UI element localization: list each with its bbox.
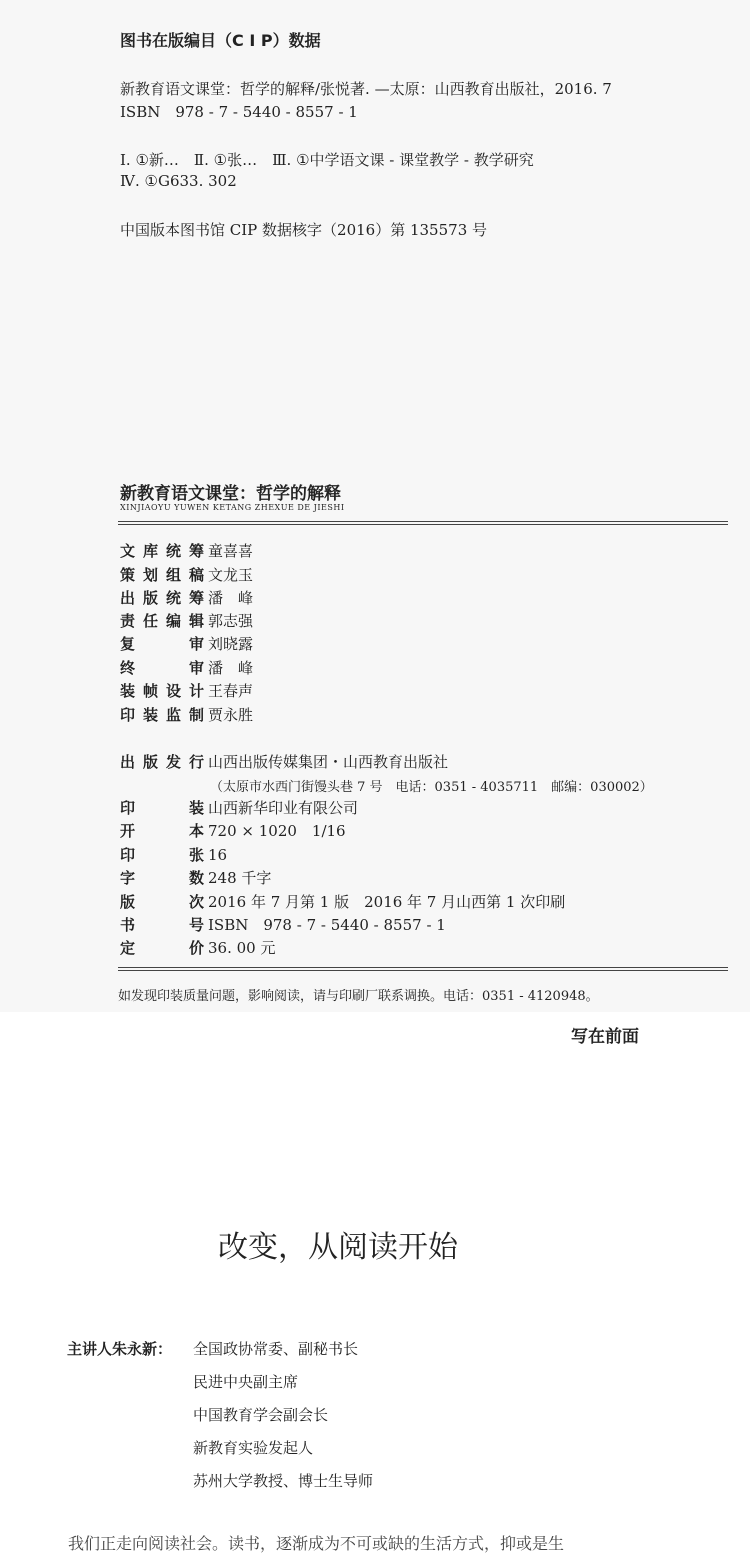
- staff-value: 潘 峰: [208, 659, 254, 677]
- divider: [118, 970, 728, 971]
- print-info-row: [120, 891, 565, 912]
- print-info-row: [120, 820, 346, 841]
- staff-label: 印装监制: [120, 706, 204, 724]
- print-info-label: 定价: [120, 939, 204, 957]
- divider: [118, 967, 728, 968]
- staff-value: 王春声: [208, 682, 254, 700]
- staff-label: 出版统筹: [120, 589, 204, 607]
- print-info-value: 16: [208, 846, 228, 864]
- cip-isbn-line: ISBN 978 - 7 - 5440 - 8557 - 1: [120, 103, 358, 121]
- cip-record-number: 中国版本图书馆 CIP 数据核字（2016）第 135573 号: [120, 221, 488, 239]
- staff-row: [120, 610, 253, 631]
- staff-row: [120, 680, 253, 701]
- speaker-role: 中国教育学会副会长: [193, 1406, 329, 1424]
- preface-page: [0, 1012, 750, 1546]
- print-info-value: 248 千字: [208, 869, 272, 887]
- cip-subject-line: Ⅰ. ①新… Ⅱ. ①张… Ⅲ. ①中学语文课 - 课堂教学 - 教学研究: [120, 151, 534, 169]
- staff-row: [120, 564, 253, 585]
- essay-title: 改变，从阅读开始: [218, 1230, 458, 1265]
- divider: [118, 521, 728, 522]
- staff-value: 文龙玉: [208, 566, 254, 584]
- cip-catalog-line: 新教育语文课堂：哲学的解释/张悦著. —太原：山西教育出版社，2016. 7: [120, 80, 612, 98]
- print-info-row: [120, 797, 358, 818]
- publisher-address: （太原市水西门街馒头巷 7 号 电话：0351 - 4035711 邮编：030002）: [210, 780, 653, 795]
- print-info-label: 版次: [120, 893, 204, 911]
- speaker-role: 全国政协常委、副秘书长: [193, 1340, 359, 1358]
- print-info-value: 2016 年 7 月第 1 版 2016 年 7 月山西第 1 次印刷: [208, 893, 566, 911]
- staff-label: 终审: [120, 659, 204, 677]
- body-text-cutoff: 我们正走向阅读社会。读书，逐渐成为不可或缺的生活方式，抑或是生: [68, 1534, 565, 1553]
- speaker-role: 苏州大学教授、博士生导师: [193, 1472, 374, 1490]
- staff-row: [120, 540, 253, 561]
- print-info-row: [120, 937, 275, 958]
- book-title: 新教育语文课堂：哲学的解释: [120, 484, 341, 504]
- staff-value: 潘 峰: [208, 589, 254, 607]
- print-info-value: ISBN 978 - 7 - 5440 - 8557 - 1: [208, 916, 446, 934]
- staff-value: 郭志强: [208, 612, 254, 630]
- print-info-label: 书号: [120, 916, 204, 934]
- staff-value: 贾永胜: [208, 706, 254, 724]
- staff-label: 文库统筹: [120, 542, 204, 560]
- preface-heading: 写在前面: [571, 1027, 639, 1047]
- print-info-row: [120, 844, 227, 865]
- staff-value: 童喜喜: [208, 542, 254, 560]
- cip-classification-line: Ⅳ. ①G633. 302: [120, 172, 237, 190]
- publisher-row: [120, 751, 448, 772]
- speaker-role: 民进中央副主席: [193, 1373, 299, 1391]
- staff-label: 策划组稿: [120, 566, 204, 584]
- staff-row: [120, 657, 253, 678]
- staff-row: [120, 633, 253, 654]
- staff-label: 责任编辑: [120, 612, 204, 630]
- divider: [118, 524, 728, 525]
- publisher-value: 山西出版传媒集团・山西教育出版社: [208, 753, 449, 771]
- staff-label: 装帧设计: [120, 682, 204, 700]
- print-info-label: 开本: [120, 822, 204, 840]
- print-info-value: 720 × 1020 1/16: [208, 822, 346, 840]
- print-info-label: 印张: [120, 846, 204, 864]
- quality-notice: 如发现印装质量问题，影响阅读，请与印刷厂联系调换。电话：0351 - 4120948。: [118, 989, 599, 1004]
- staff-row: [120, 704, 253, 725]
- staff-label: 复审: [120, 635, 204, 653]
- speaker-role: 新教育实验发起人: [193, 1439, 314, 1457]
- staff-value: 刘晓露: [208, 635, 254, 653]
- print-info-value: 36. 00 元: [208, 939, 276, 957]
- book-title-pinyin: XINJIAOYU YUWEN KETANG ZHEXUE DE JIESHI: [120, 503, 345, 512]
- print-info-label: 印装: [120, 799, 204, 817]
- speaker-label: 主讲人朱永新：: [67, 1340, 173, 1358]
- publisher-label: 出版发行: [120, 753, 204, 771]
- print-info-row: [120, 867, 271, 888]
- cip-heading: 图书在版编目（C I P）数据: [120, 31, 321, 50]
- staff-row: [120, 587, 253, 608]
- print-info-label: 字数: [120, 869, 204, 887]
- print-info-value: 山西新华印业有限公司: [208, 799, 359, 817]
- print-info-row: [120, 914, 446, 935]
